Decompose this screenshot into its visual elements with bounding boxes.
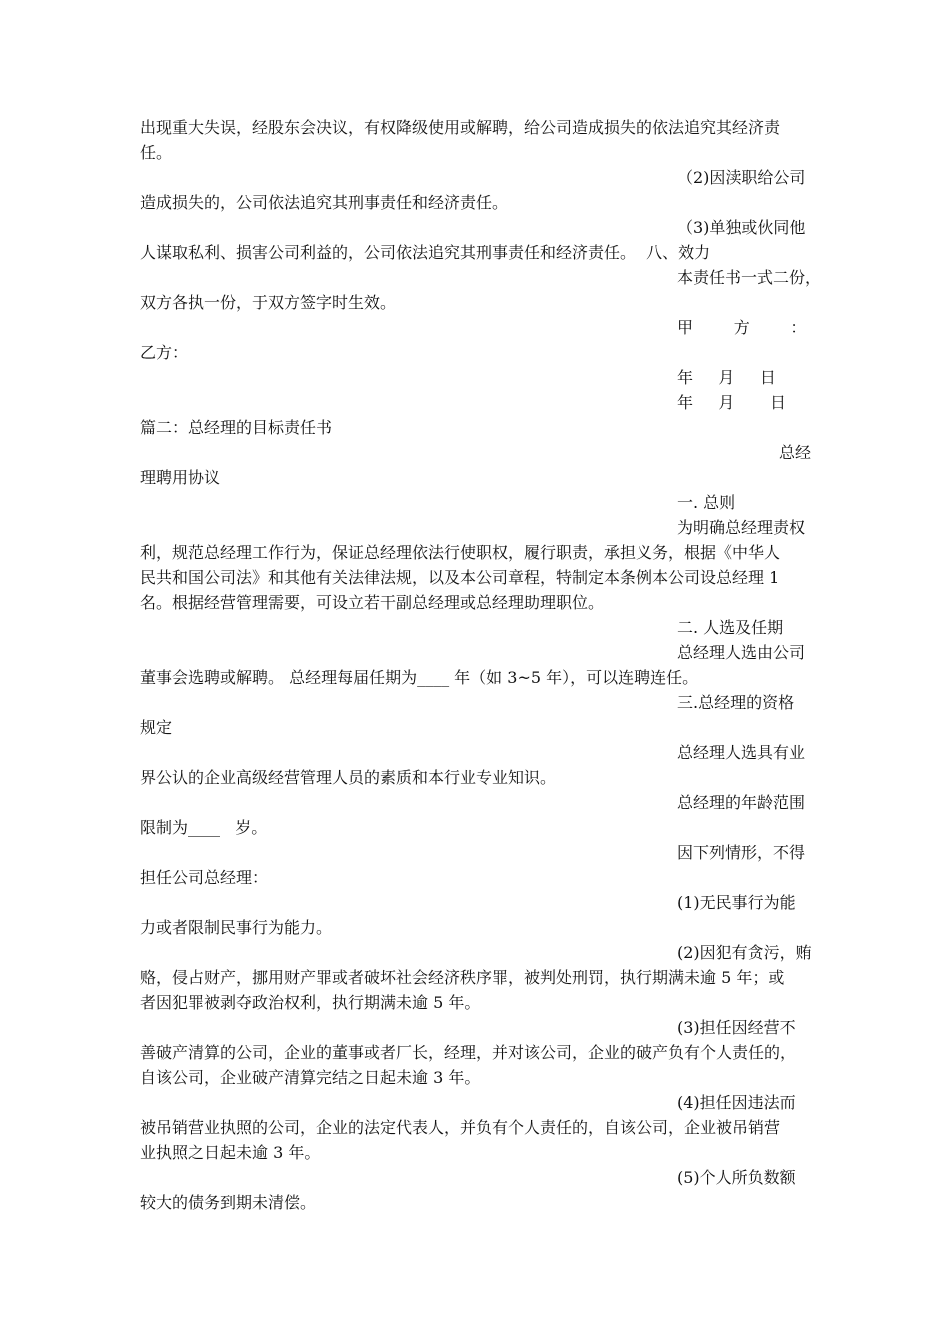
signature-party-b: 乙方： [140, 343, 189, 362]
text-line: 董事会选聘或解聘。 总经理每届任期为____ 年（如 3~5 年），可以连聘连任。 [140, 668, 699, 687]
text-line: 规定 [140, 718, 173, 737]
date-line: 年 月 日 [677, 393, 787, 412]
text-line: 力或者限制民事行为能力。 [140, 918, 333, 937]
text-line: 双方各执一份，于双方签字时生效。 [140, 293, 397, 312]
text-line: 总经理人选由公司 [677, 643, 806, 662]
text-line: 界公认的企业高级经营管理人员的素质和本行业专业知识。 [140, 768, 557, 787]
text-line: 者因犯罪被剥夺政治权利，执行期满未逾 5 年。 [140, 993, 481, 1012]
text-line: 利，规范总经理工作行为，保证总经理依法行使职权，履行职责，承担义务，根据《中华人 [140, 543, 781, 562]
list-item-1: (1)无民事行为能 [677, 893, 796, 912]
text-line: 总经 [779, 443, 812, 462]
date-line: 年 月 日 [677, 368, 776, 387]
text-line: 造成损失的，公司依法追究其刑事责任和经济责任。 [140, 193, 509, 212]
text-line: （3)单独或伙同他 [677, 218, 806, 237]
section-title: 篇二：总经理的目标责任书 [140, 418, 333, 437]
text-line: 任。 [140, 143, 173, 162]
text-line: 本责任书一式二份， [677, 268, 822, 287]
text-line: 名。根据经营管理需要，可设立若干副总经理或总经理助理职位。 [140, 593, 605, 612]
signature-party-a: 甲 方 ： [677, 318, 807, 337]
text-line: 赂，侵占财产，挪用财产罪或者破坏社会经济秩序罪，被判处刑罚，执行期满未逾 5 年；或 [140, 968, 785, 987]
text-line: 人谋取私利、损害公司利益的，公司依法追究其刑事责任和经济责任。 八、效力 [140, 243, 711, 262]
text-line: 被吊销营业执照的公司，企业的法定代表人，并负有个人责任的，自该公司，企业被吊销营 [140, 1118, 781, 1137]
heading-selection: 二. 人选及任期 [677, 618, 784, 637]
text-line: 总经理人选具有业 [677, 743, 806, 762]
text-line: 总经理的年龄范围 [677, 793, 806, 812]
text-line: 因下列情形，不得 [677, 843, 806, 862]
heading-qualification: 三.总经理的资格 [677, 693, 795, 712]
text-line: 业执照之日起未逾 3 年。 [140, 1143, 321, 1162]
text-line: 民共和国公司法》和其他有关法律法规，以及本公司章程，特制定本条例本公司设总经理 1 [140, 568, 780, 587]
list-item-4: (4)担任因违法而 [677, 1093, 796, 1112]
list-item-5: (5)个人所负数额 [677, 1168, 796, 1187]
text-line: 理聘用协议 [140, 468, 221, 487]
text-line: 较大的债务到期未清偿。 [140, 1193, 317, 1212]
heading-general: 一. 总则 [677, 493, 736, 512]
list-item-3: (3)担任因经营不 [677, 1018, 796, 1037]
text-line: 自该公司，企业破产清算完结之日起未逾 3 年。 [140, 1068, 481, 1087]
text-line: 出现重大失误，经股东会决议，有权降级使用或解聘，给公司造成损失的依法追究其经济责 [140, 118, 781, 137]
text-line: 限制为____ 岁。 [140, 818, 268, 837]
text-line: （2)因渎职给公司 [677, 168, 806, 187]
text-line: 善破产清算的公司，企业的董事或者厂长，经理，并对该公司，企业的破产负有个人责任的， [140, 1043, 797, 1062]
text-line: 担任公司总经理： [140, 868, 269, 887]
list-item-2: (2)因犯有贪污，贿 [677, 943, 812, 962]
text-line: 为明确总经理责权 [677, 518, 806, 537]
